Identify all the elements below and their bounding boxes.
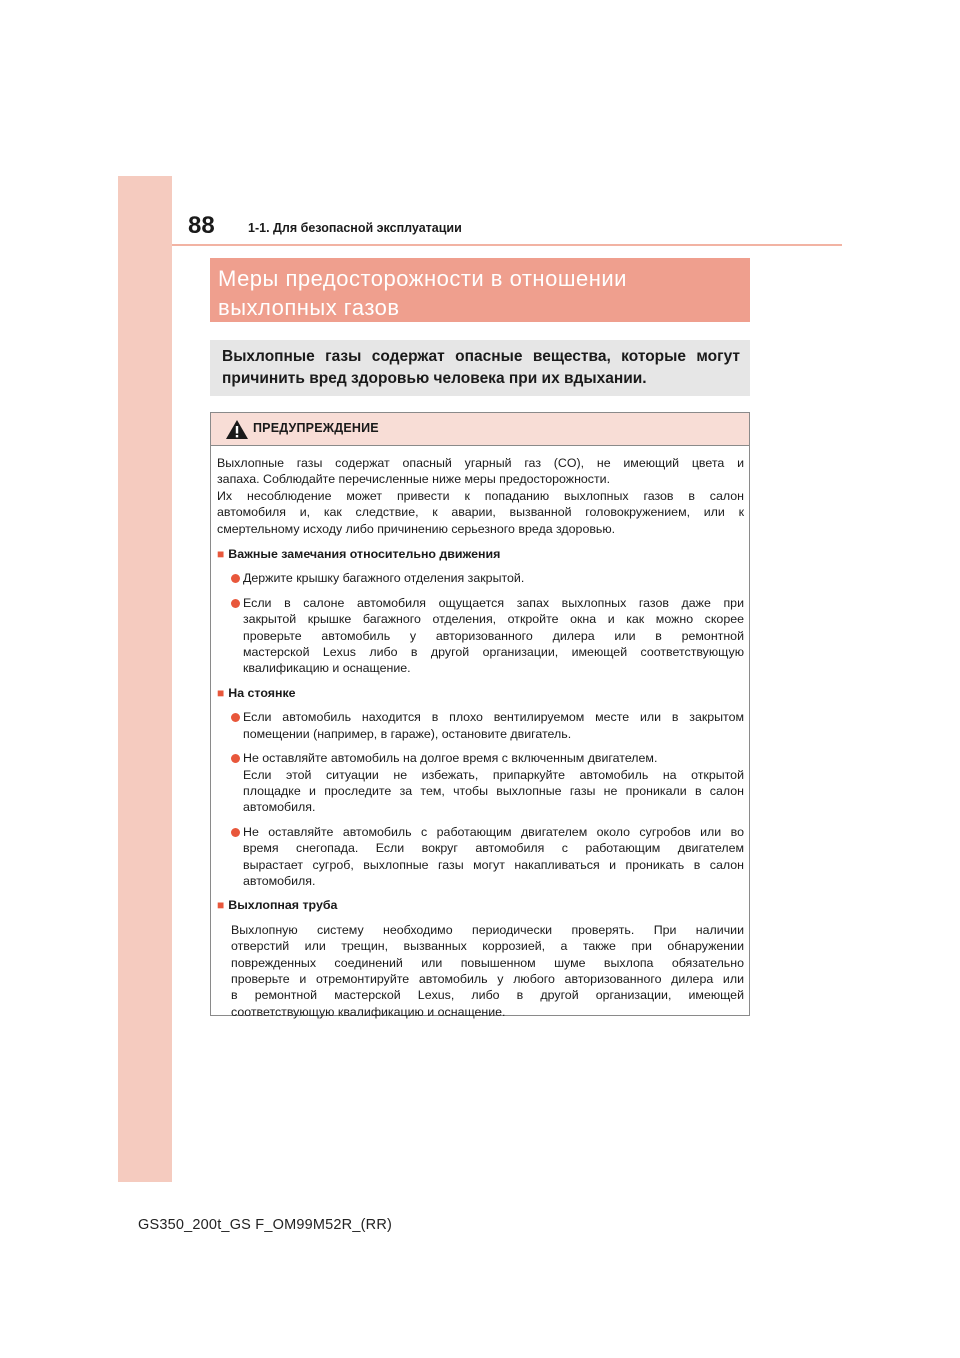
text-line: Если автомобиль находится в плохо вентилируемом месте или в закрытом [243,710,744,725]
round-bullet-icon [231,599,240,608]
text-line: автомобиля. [243,800,316,815]
subsection-heading [217,897,744,913]
text-line: Если этой ситуации не избежать, припаркуйте автомобиль на открытой [243,767,744,782]
text-line: Если в салоне автомобиля ощущается запах выхлопных газов даже при [243,595,744,610]
text-line: поврежденных соединений или повышенном шуме выхлопа обязательно [231,955,744,970]
text-line: отверстий или трещин, вызванных коррозией, а также при обнаружении [231,939,744,954]
square-bullet-icon: ■ [217,685,225,700]
square-bullet-icon: ■ [217,898,225,913]
text-line: проверьте и отремонтируйте автомобиль у любого авторизованного дилера или [231,971,744,986]
round-bullet-icon [231,828,240,837]
text-line: Их несоблюдение может привести к попаданию выхлопных газов в салон [217,488,744,503]
round-bullet-icon [231,754,240,763]
warning-label: ПРЕДУПРЕЖДЕНИЕ [253,421,379,435]
text-line: Выхлопные газы содержат опасный угарный газ (CO), не имеющий цвета и [217,456,744,470]
text-line: смертельному исходу либо причинению серьезного вреда здоровью. [217,521,616,536]
text-line: помещении (например, в гараже), остановите двигатель. [243,726,572,741]
text-line: мастерской Lexus либо в другой организации, имеющей соответствующую [243,645,744,660]
square-bullet-icon: ■ [217,547,225,562]
page-number: 88 [188,212,215,239]
text-line: запаха. Соблюдайте перечисленные ниже меры предосторожности. [217,472,611,487]
text-line: Держите крышку багажного отделения закрытой. [243,571,525,586]
text-line: время снегопада. Если вокруг автомобиля с работающим двигателем [243,841,744,856]
round-bullet-icon [231,574,240,583]
subsection-heading-text: Выхлопная труба [228,898,338,913]
warning-intro [217,455,744,537]
text-line: в ремонтной мастерской Lexus, либо в другой организации, имеющей [231,988,744,1003]
summary-box [210,340,750,396]
list-item [217,570,744,586]
page-title-line: выхлопных газов [218,295,400,320]
subsection-heading-text: Важные замечания относительно движения [228,547,501,562]
summary-line: Выхлопные газы содержат опасные вещества, которые могут [222,348,740,365]
text-line: вырастает сугроб, выхлопные газы могут накапливаться и проникать в салон [243,857,744,872]
round-bullet-icon [231,713,240,722]
warning-header [211,413,749,446]
page-title [210,258,750,322]
warning-box [210,412,750,1019]
section-title: 1-1. Для безопасной эксплуатации [248,221,462,235]
exhaust-pipe-paragraph [217,922,744,1020]
text-line: Не оставляйте автомобиль на долгое время с включенным двигателем. [243,751,658,766]
text-line: соответствующую квалификацию и оснащение. [231,1004,506,1019]
text-line: Выхлопную систему необходимо периодически проверять. При наличии [231,922,744,937]
document-code-footer: GS350_200t_GS F_OM99M52R_(RR) [138,1217,393,1233]
text-line: площадке и проследите за тем, чтобы выхлопные газы не проникали в салон [243,783,744,798]
text-line: проверьте автомобиль у авторизованного дилера или в ремонтной [243,628,744,643]
text-line: квалификацию и оснащение. [243,661,411,676]
page-title-line: Меры предосторожности в отношении [218,266,627,291]
warning-triangle-icon [225,419,249,440]
summary-line: причинить вред здоровью человека при их вдыхании. [222,370,647,387]
subsection-heading-text: На стоянке [228,685,296,700]
list-item [217,709,744,742]
text-line: Не оставляйте автомобиль с работающим двигателем около сугробов или во [243,824,744,839]
list-item [217,824,744,890]
text-line: автомобиля. [243,873,316,888]
header-divider [172,244,842,246]
list-item [217,595,744,677]
subsection-heading [217,546,744,562]
subsection-heading [217,685,744,701]
list-item [217,750,744,816]
side-tab-strip [118,176,172,1182]
text-line: автомобиля и, как следствие, к аварии, вызванной головокружением, или к [217,505,744,520]
warning-body [217,455,744,1028]
text-line: закрытой крышке багажного отделения, откройте окна и как можно скорее [243,612,744,627]
